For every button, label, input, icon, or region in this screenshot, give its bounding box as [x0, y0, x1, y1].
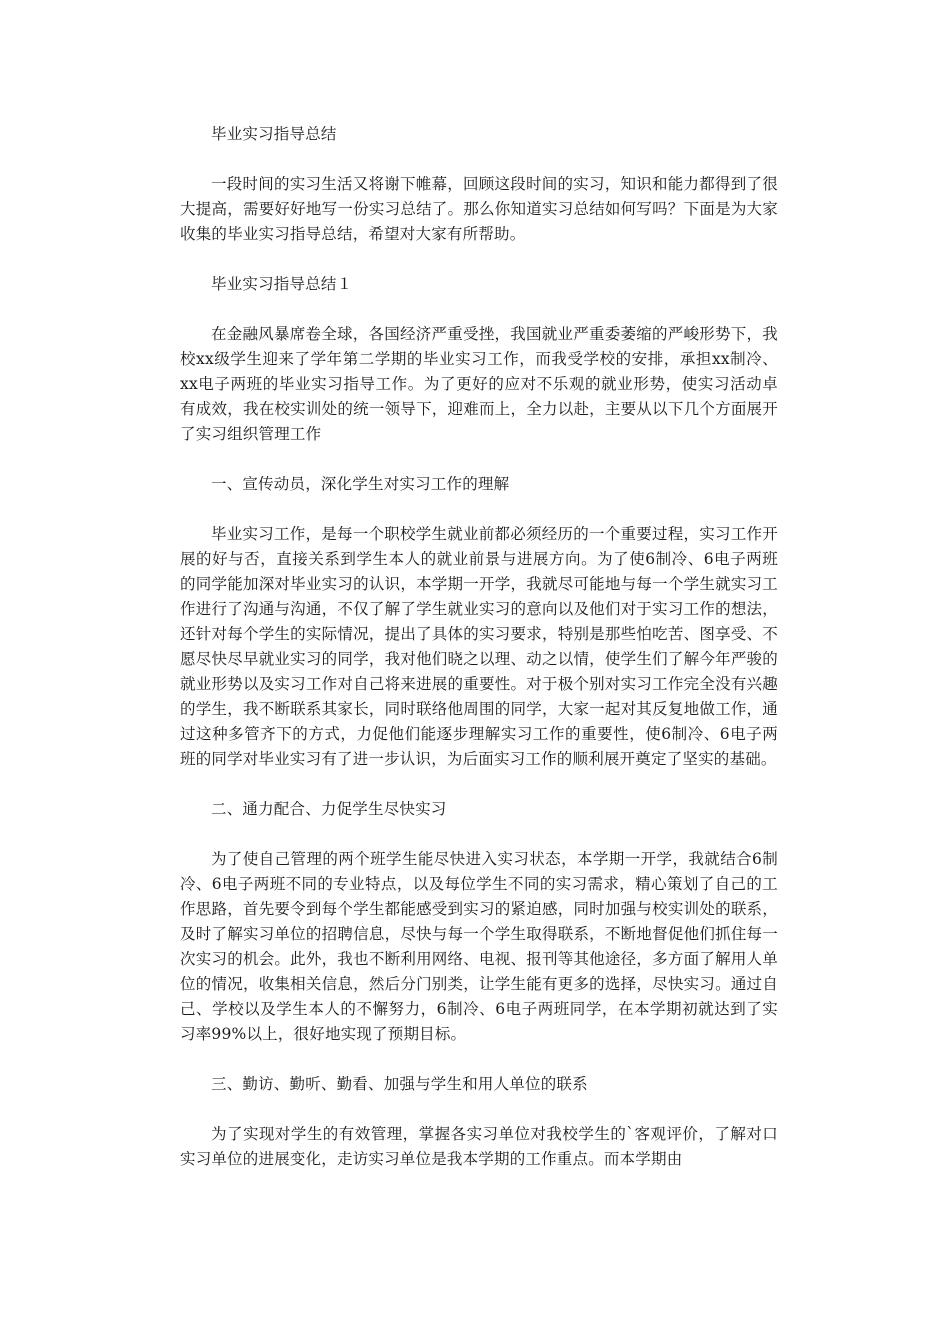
- paragraph-publicity: 毕业实习工作，是每一个职校学生就业前都必须经历的一个重要过程，实习工作开展的好与否，直接关系到学生本人的就业前景与进展方向。为了使6制冷、6电子两班的同学能加深对毕业实习的认识，本学期一开学，我就尽可能地与每一个学生就实习工作进行了沟通与沟通，不仅了解了学生就业实习的意向以及他们对于实习工作的想法，还针对每个学生的实际情况，提出了具体的实习要求，特别是那些怕吃苦、图享受、不愿尽快尽早就业实习的同学，我对他们晓之以理、动之以情，使学生们了解今年严骏的就业形势以及实习工作对自己将来进展的重要性。对于极个别对实习工作完全没有兴趣的学生，我不断联系其家长，同时联络他周围的同学，大家一起对其反复地做工作，通过这种多管齐下的方式，力促他们能逐步理解实习工作的重要性，使6制冷、6电子两班的同学对毕业实习有了进一步认识，为后面实习工作的顺利展开奠定了坚实的基础。: [180, 525, 778, 768]
- paragraph-cooperation: 为了使自己管理的两个班学生能尽快进入实习状态，本学期一开学，我就结合6制冷、6电子两班不同的专业特点，以及每位学生不同的实习需求，精心策划了自己的工作思路，首先要令到每个学生都能感受到实习的紧迫感，同时加强与校实训处的联系，及时了解实习单位的招聘信息，尽快与每一个学生取得联系，不断地督促他们抓住每一次实习的机会。此外，我也不断利用网络、电视、报刊等其他途径，多方面了解用人单位的情况，收集相关信息，然后分门别类，让学生能有更多的选择，尽快实习。通过自己、学校以及学生本人的不懈努力，6制冷、6电子两班同学，在本学期初就达到了实习率99%以上，很好地实现了预期目标。: [180, 850, 778, 1043]
- section-title: 毕业实习指导总结１: [211, 275, 353, 293]
- section-paragraph: 在金融风暴席卷全球，各国经济严重受挫，我国就业严重委萎缩的严峻形势下，我校xx级学生迎来了学年第二学期的毕业实习工作，而我受学校的安排，承担xx制冷、xx电子两班的毕业实习指导工作。为了更好的应对不乐观的就业形势，使实习活动卓有成效，我在校实训处的统一领导下，迎难而上，全力以赴，主要从以下几个方面展开了实习组织管理工作: [180, 325, 778, 443]
- heading-publicity: 一、宣传动员，深化学生对实习工作的理解: [211, 475, 510, 493]
- heading-cooperation: 二、通力配合、力促学生尽快实习: [211, 800, 447, 818]
- heading-visits: 三、勤访、勤听、勤看、加强与学生和用人单位的联系: [211, 1075, 588, 1093]
- intro-paragraph: 一段时间的实习生活又将谢下帷幕，回顾这段时间的实习，知识和能力都得到了很大提高，需要好好地写一份实习总结了。那么你知道实习总结如何写吗？下面是为大家收集的毕业实习指导总结，希望对大家有所帮助。: [180, 175, 778, 243]
- paragraph-visits: 为了实现对学生的有效管理，掌握各实习单位对我校学生的`客观评价，了解对口实习单位的进展变化，走访实习单位是我本学期的工作重点。而本学期由: [180, 1125, 778, 1168]
- document-title: 毕业实习指导总结: [211, 125, 337, 143]
- document-body: [180, 122, 778, 1197]
